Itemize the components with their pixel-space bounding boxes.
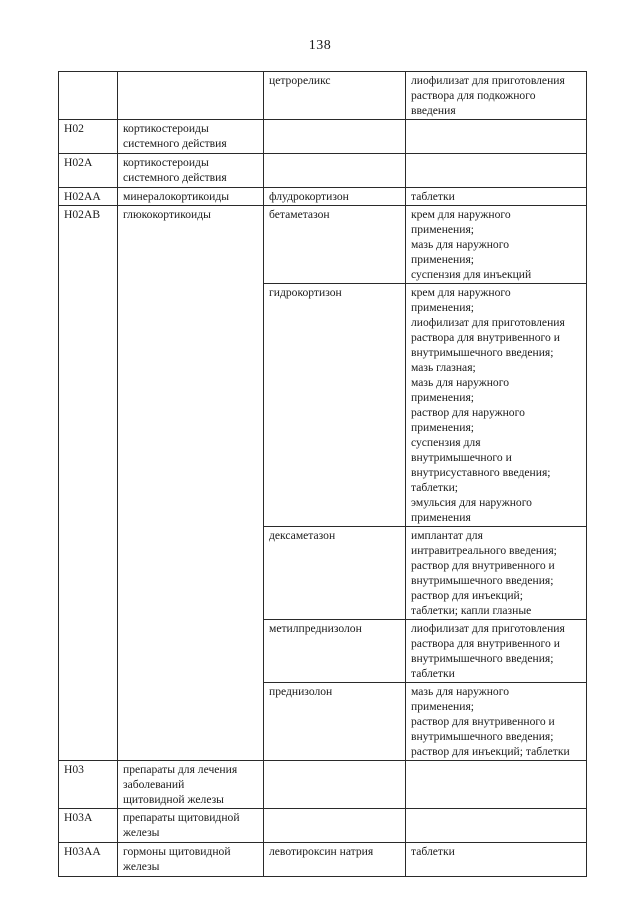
- atc-group-cell: кортикостероиды системного действия: [118, 154, 264, 188]
- drug-name-cell: левотироксин натрия: [264, 843, 406, 877]
- atc-code-cell: [59, 72, 118, 120]
- atc-code-cell: H02AB: [59, 206, 118, 761]
- atc-group-cell: минералокортикоиды: [118, 188, 264, 206]
- drug-table: [58, 71, 587, 877]
- dosage-form-cell: [406, 809, 587, 843]
- drug-name-cell: метилпреднизолон: [264, 620, 406, 683]
- atc-group-cell: кортикостероиды системного действия: [118, 120, 264, 154]
- atc-code-cell: H03A: [59, 809, 118, 843]
- atc-code-cell: H02: [59, 120, 118, 154]
- atc-group-cell: препараты щитовидной железы: [118, 809, 264, 843]
- drug-name-cell: флудрокортизон: [264, 188, 406, 206]
- dosage-form-cell: лиофилизат для приготовления раствора для подкожного введения: [406, 72, 587, 120]
- atc-group-cell: препараты для лечения заболеваний щитовидной железы: [118, 761, 264, 809]
- dosage-form-cell: имплантат для интравитреального введения; раствор для внутривенного и внутримышечного введения; раствор для инъекций; таблетки; капли глазные: [406, 527, 587, 620]
- table-row: [59, 120, 587, 154]
- table-row: [59, 72, 587, 120]
- drug-name-cell: преднизолон: [264, 683, 406, 761]
- drug-name-cell: гидрокортизон: [264, 284, 406, 527]
- dosage-form-cell: крем для наружного применения; мазь для наружного применения; суспензия для инъекций: [406, 206, 587, 284]
- dosage-form-cell: [406, 761, 587, 809]
- drug-name-cell: цетрореликс: [264, 72, 406, 120]
- drug-name-cell: [264, 761, 406, 809]
- dosage-form-cell: таблетки: [406, 188, 587, 206]
- table-row: [59, 188, 587, 206]
- table-row: [59, 843, 587, 877]
- atc-code-cell: H02A: [59, 154, 118, 188]
- table-row: [59, 154, 587, 188]
- table-row: [59, 761, 587, 809]
- dosage-form-cell: мазь для наружного применения; раствор для внутривенного и внутримышечного введения; раствор для инъекций; таблетки: [406, 683, 587, 761]
- drug-name-cell: бетаметазон: [264, 206, 406, 284]
- dosage-form-cell: таблетки: [406, 843, 587, 877]
- dosage-form-cell: лиофилизат для приготовления раствора для внутривенного и внутримышечного введения; таблетки: [406, 620, 587, 683]
- atc-code-cell: H03: [59, 761, 118, 809]
- dosage-form-cell: крем для наружного применения; лиофилизат для приготовления раствора для внутривенного и внутримышечного введения; мазь глазная; мазь для наружного применения; раствор для наружного применения; суспензия для внутримышечного и внутрисуставного введения; таблетки; эмульсия для наружного применения: [406, 284, 587, 527]
- drug-name-cell: [264, 809, 406, 843]
- dosage-form-cell: [406, 120, 587, 154]
- table-row: [59, 809, 587, 843]
- drug-name-cell: дексаметазон: [264, 527, 406, 620]
- atc-code-cell: H03AA: [59, 843, 118, 877]
- drug-name-cell: [264, 154, 406, 188]
- dosage-form-cell: [406, 154, 587, 188]
- atc-group-cell: глюкокортикоиды: [118, 206, 264, 761]
- atc-group-cell: гормоны щитовидной железы: [118, 843, 264, 877]
- table-row: [59, 206, 587, 284]
- page-number: 138: [308, 38, 332, 53]
- atc-code-cell: H02AA: [59, 188, 118, 206]
- atc-group-cell: [118, 72, 264, 120]
- drug-name-cell: [264, 120, 406, 154]
